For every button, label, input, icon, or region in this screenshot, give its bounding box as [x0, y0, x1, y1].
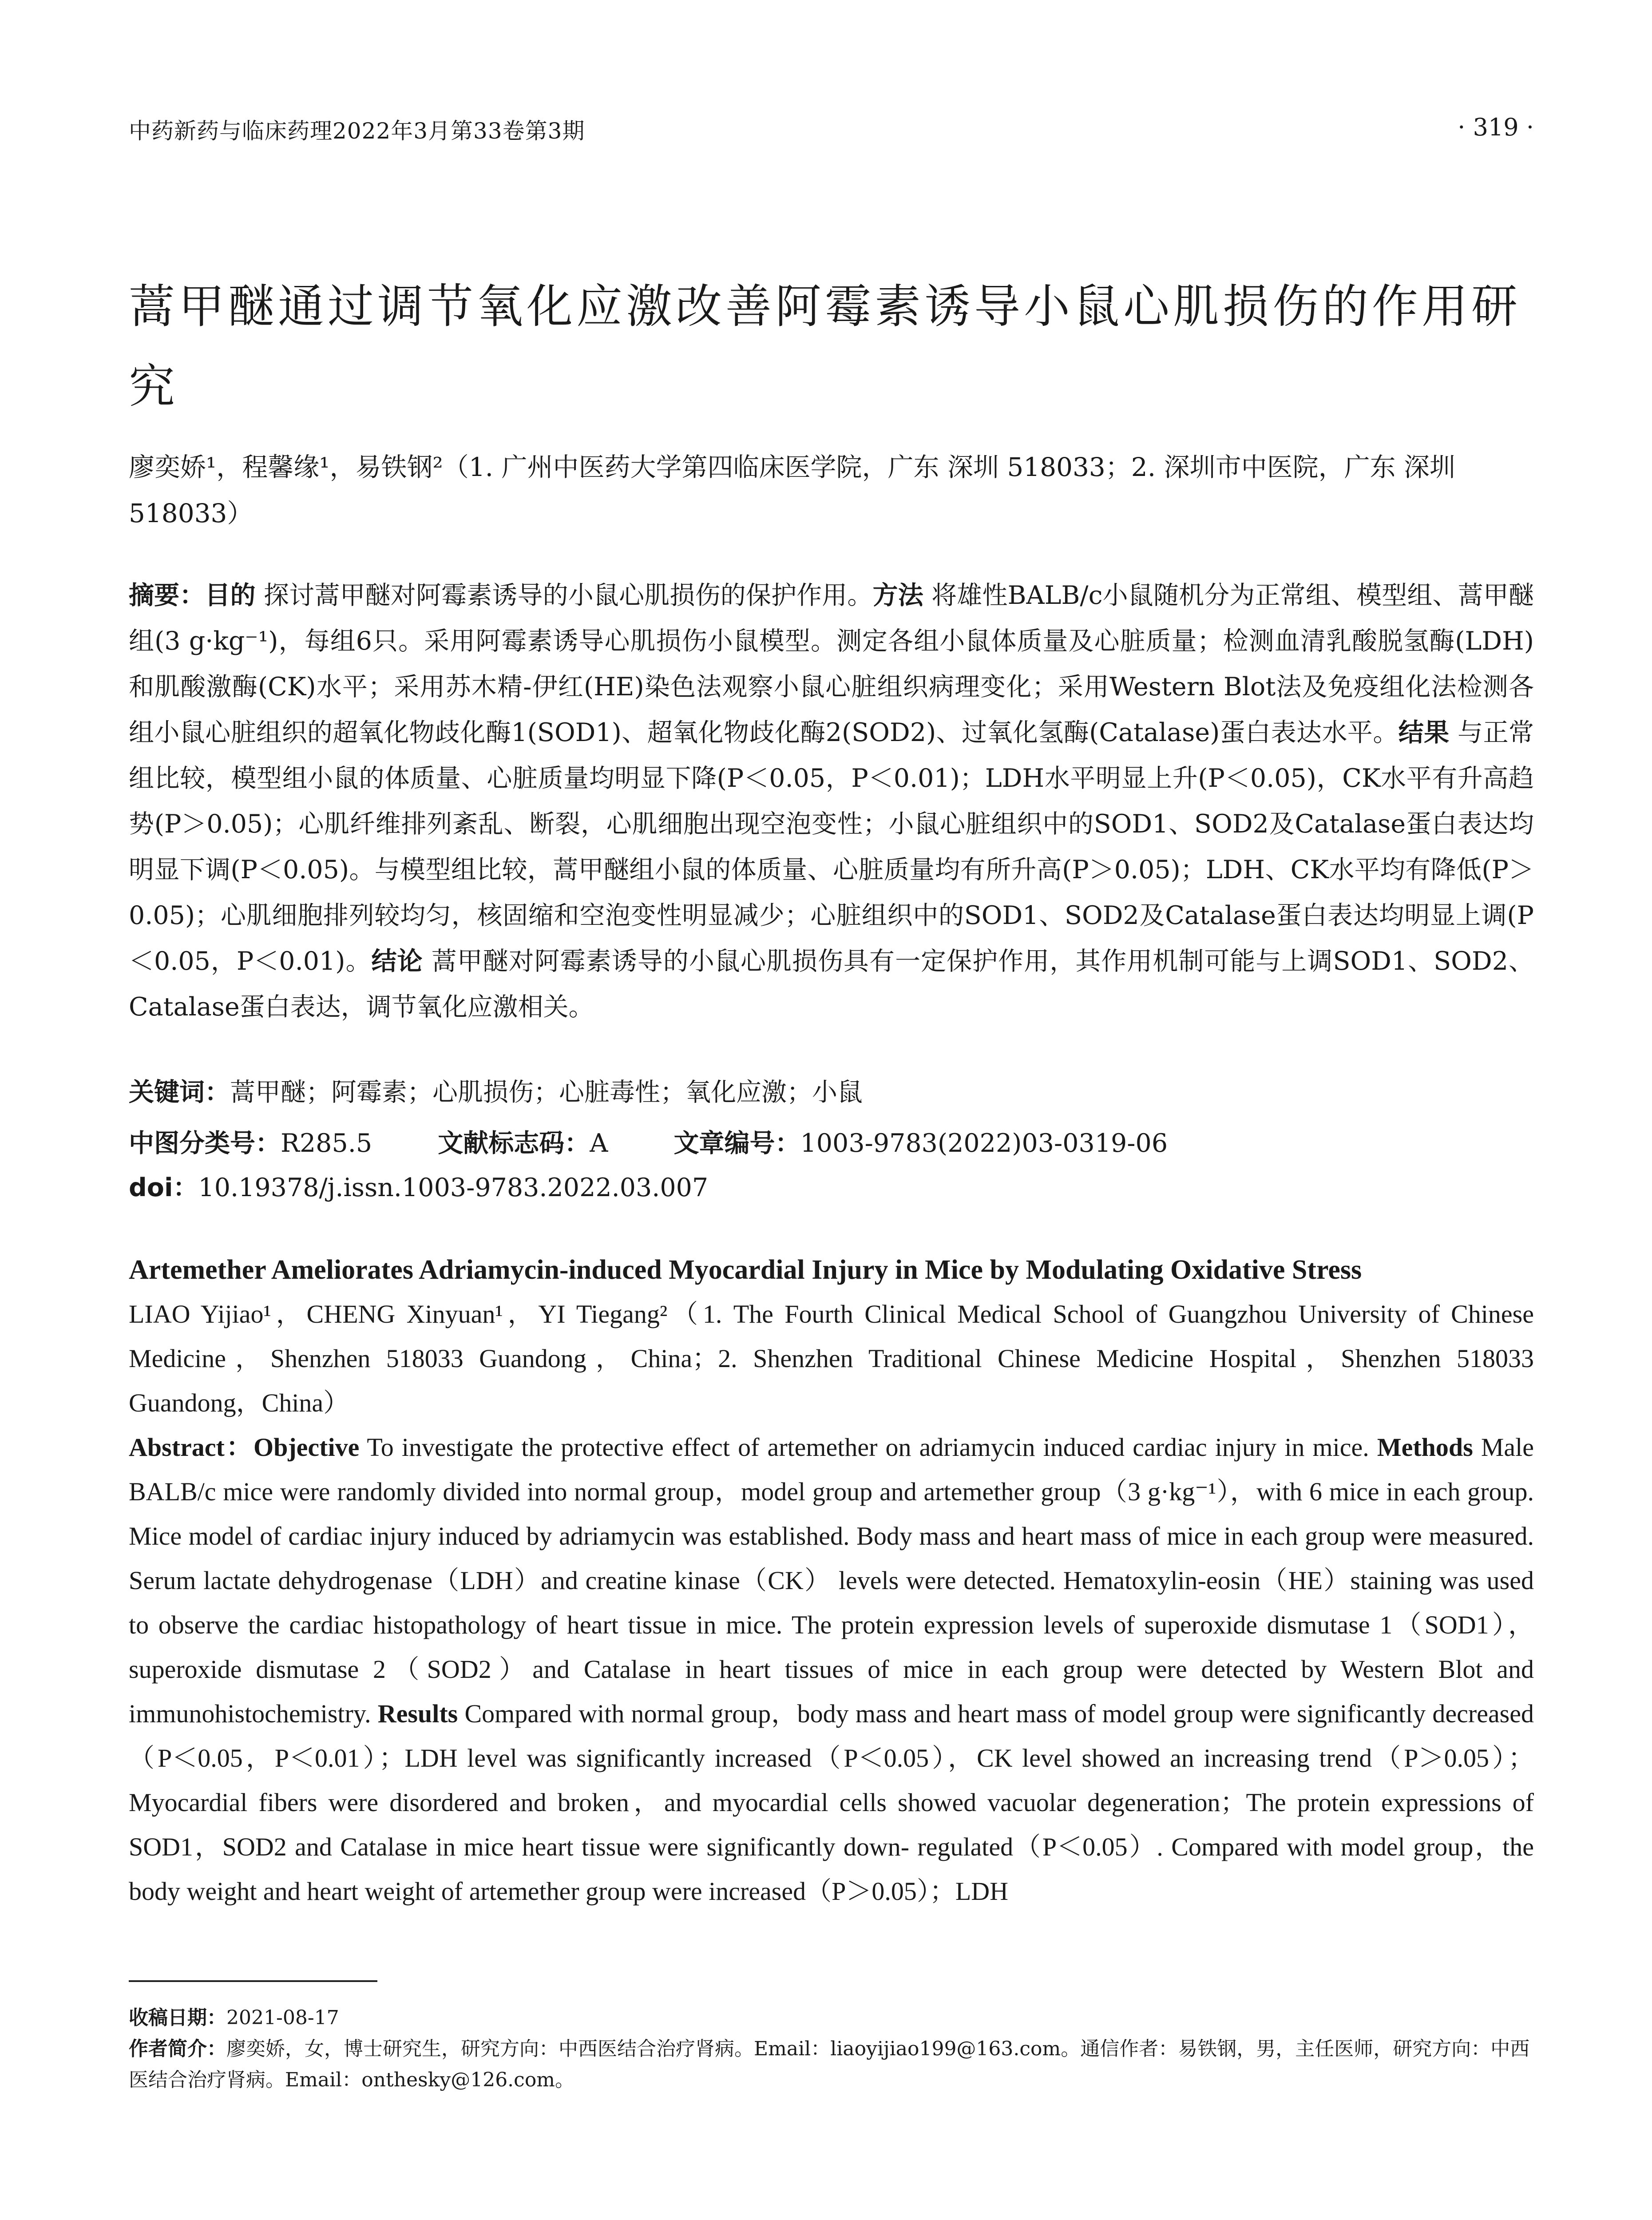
english-abstract-body	[129, 1425, 1534, 1914]
conclusion-text: 蒿甲醚对阿霉素诱导的小鼠心肌损伤具有一定保护作用，其作用机制可能与上调SOD1、SOD2、Catalase蛋白表达，调节氧化应激相关。	[129, 947, 1534, 1022]
doi-value[interactable]: 10.19378/j.issn.1003-9783.2022.03.007	[198, 1173, 709, 1202]
author-info	[129, 2034, 1534, 2096]
clc-label: 中图分类号：	[129, 1129, 281, 1158]
english-results-text: Compared with normal group，body mass and heart mass of model group were significantly decreased（P＜0.05，P＜0.01）；LDH level was significantly increased（P＜0.05），CK level showed an increasing trend（P＞0.05）；Myocardial fibers were disordered and broken，and myocardial cells showed vacuolar degeneration；The protein expressions of SOD1，SOD2 and Catalase in mice heart tissue were significantly down- regulated（P＜0.05）. Compared with model group，the body weight and heart weight of artemether group were increased（P＞0.05）；LDH	[129, 1699, 1534, 1906]
english-abstract-label: Abstract：	[129, 1433, 254, 1462]
english-objective-text: To investigate the protective effect of artemether on adriamycin induced cardiac injury in mice.	[367, 1433, 1369, 1462]
conclusion-label: 结论	[371, 947, 423, 976]
running-header	[129, 113, 1534, 144]
english-abstract	[129, 1248, 1534, 1914]
author-info-text: 廖奕娇，女，博士研究生，研究方向：中西医结合治疗肾病。Email：liaoyijiao199@163.com。通信作者：易铁钢，男，主任医师，研究方向：中西医结合治疗肾病。Email：onthesky@126.com。	[129, 2038, 1530, 2091]
journal-name: 中药新药与临床药理2022年3月第33卷第3期	[129, 118, 585, 144]
english-results-label: Results	[377, 1699, 458, 1728]
clc-value: R285.5	[281, 1129, 372, 1158]
keywords-value: 蒿甲醚；阿霉素；心肌损伤；心脏毒性；氧化应激；小鼠	[230, 1078, 863, 1107]
doi-label: doi：	[129, 1173, 198, 1202]
doc-code-label: 文献标志码：	[438, 1129, 590, 1158]
english-authors: LIAO Yijiao¹，CHENG Xinyuan¹，YI Tiegang²（1. The Fourth Clinical Medical School of Guangzhou University of Chinese Medicine，Shenzhen 518033 Guandong，China；2. Shenzhen Traditional Chinese Medicine Hospital，Shenzhen 518033 Guandong，China）	[129, 1300, 1534, 1417]
authors-cn: 廖奕娇¹，程馨缘¹，易铁钢²（1. 广州中医药大学第四临床医学院，广东 深圳 518033；2. 深圳市中医院，广东 深圳 518033）	[129, 452, 1456, 528]
english-methods-text: Male BALB/c mice were randomly divided into normal group，model group and artemether group（3 g·kg⁻¹），with 6 mice in each group. Mice model of cardiac injury induced by adriamycin was established. Body mass and heart mass of mice in each group were measured. Serum lactate dehydrogenase（LDH）and creatine kinase（CK） levels were detected. Hematoxylin-eosin（HE）staining was used to observe the cardiac histopathology of heart tissue in mice. The protein expression levels of superoxide dismutase 1（SOD1），superoxide dismutase 2（SOD2）and Catalase in heart tissues of mice in each group were detected by Western Blot and immunohistochemistry.	[129, 1433, 1534, 1728]
doi	[129, 1168, 1534, 1208]
abstract-label: 摘要：	[129, 581, 205, 610]
paper-page	[129, 0, 1534, 2220]
author-info-label: 作者简介：	[129, 2038, 226, 2060]
results-label: 结果	[1398, 718, 1450, 747]
abstract-cn	[129, 573, 1534, 1030]
received-label: 收稿日期：	[129, 2006, 226, 2029]
methods-text: 将雄性BALB/c小鼠随机分为正常组、模型组、蒿甲醚组(3 g·kg⁻¹)，每组6只。采用阿霉素诱导心肌损伤小鼠模型。测定各组小鼠体质量及心脏质量；检测血清乳酸脱氢酶(LDH)和肌酸激酶(CK)水平；采用苏木精-伊红(HE)染色法观察小鼠心脏组织病理变化；采用Western Blot法及免疫组化法检测各组小鼠心脏组织的超氧化物歧化酶1(SOD1)、超氧化物歧化酶2(SOD2)、过氧化氢酶(Catalase)蛋白表达水平。	[129, 581, 1534, 747]
methods-label: 方法	[872, 581, 923, 610]
footnote-rule	[129, 1980, 377, 1982]
page-number: · 319 ·	[1458, 113, 1534, 141]
article-id-value: 1003-9783(2022)03-0319-06	[800, 1129, 1168, 1158]
english-methods-label: Methods	[1377, 1433, 1473, 1462]
keywords-label: 关键词：	[129, 1078, 230, 1107]
received-date	[129, 2002, 1534, 2034]
footnotes	[129, 2002, 1534, 2096]
english-objective-label: Objective	[254, 1433, 360, 1462]
results-text: 与正常组比较，模型组小鼠的体质量、心脏质量均明显下降(P＜0.05，P＜0.01)；LDH水平明显上升(P＜0.05)，CK水平有升高趋势(P＞0.05)；心肌纤维排列紊乱、断裂，心肌细胞出现空泡变性；小鼠心脏组织中的SOD1、SOD2及Catalase蛋白表达均明显下调(P＜0.05)。与模型组比较，蒿甲醚组小鼠的体质量、心脏质量均有所升高(P＞0.05)；LDH、CK水平均有降低(P＞0.05)；心肌细胞排列较均匀，核固缩和空泡变性明显减少；心脏组织中的SOD1、SOD2及Catalase蛋白表达均明显上调(P＜0.05，P＜0.01)。	[129, 718, 1534, 976]
objective-label: 目的	[205, 581, 256, 610]
paper-title: 蒿甲醚通过调节氧化应激改善阿霉素诱导小鼠心肌损伤的作用研究	[129, 279, 1521, 413]
objective-text: 探讨蒿甲醚对阿霉素诱导的小鼠心肌损伤的保护作用。	[264, 581, 873, 610]
received-value: 2021-08-17	[226, 2006, 339, 2029]
doc-code-value: A	[590, 1129, 608, 1158]
classification	[129, 1123, 1534, 1163]
keywords	[129, 1072, 1534, 1112]
english-title: Artemether Ameliorates Adriamycin-induced Myocardial Injury in Mice by Modulating Oxidative Stress	[129, 1255, 1362, 1285]
article-id-label: 文章编号：	[673, 1129, 800, 1158]
